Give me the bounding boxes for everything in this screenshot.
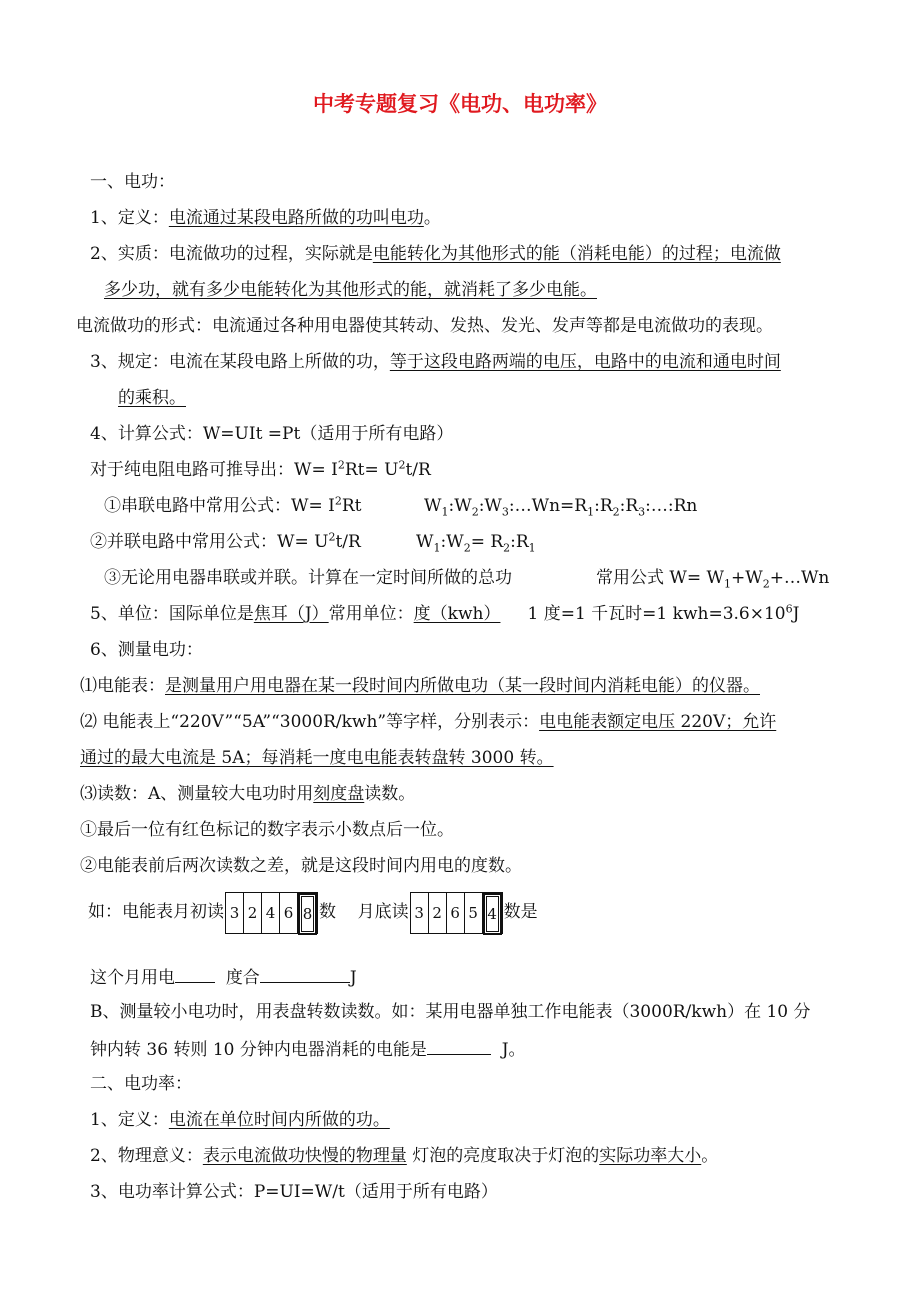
measure-heading: 6、测量电功： [90,640,203,660]
parallel-ratio: $W_1:W_2=$ $R_2:R_1$ [416,532,536,555]
rule-line-2: 的乘积。 [118,388,186,408]
rule-line-1: 3、规定：电流在某段电路上所做的功，等于这段电路两端的电压，电路中的电流和通电时间 [90,352,781,372]
reading-line: ⑶读数：A、测量较大电功时用刻度盘读数。 [80,784,416,804]
usage-blank[interactable] [175,964,215,983]
essence-line-2: 多少功，就有多少电能转化为其他形式的能，就消耗了多少电能。 [104,280,597,300]
series-ratio: $W_1:W_2:W_3:\dots Wn=R_1:R_2:R_3:\dots:Rn$ [424,496,698,519]
def-line: 1、定义：电流通过某段电路所做的功叫电功。 [90,208,441,228]
meter-example-line: 如：电能表月初读 3 2 4 6 8 数 月底读 3 2 6 5 4 数是 [88,890,538,934]
reading-rule-1: ①最后一位有红色标记的数字表示小数点后一位。 [80,820,454,840]
unit-line: 5、单位：国际单位是焦耳（J）常用单位：度（kwh） 1 度=1 千瓦时=1 $kwh=3.6\times 10^6J$ [90,602,800,624]
meter-def-line: ⑴电能表：是测量用户用电器在某一段时间内所做电功（某一段时间内消耗电能）的仪器。 [80,676,760,696]
meter-end-reading: 3 2 6 5 4 [410,892,503,934]
power-def-line: 1、定义：电流在单位时间内所做的功。 [90,1110,390,1130]
formula-line: 4、计算公式：W=UIt =Pt（适用于所有电路） [90,424,454,444]
power-formula-line: 3、电功率计算公式：P=UI=W/t（适用于所有电路） [90,1182,498,1202]
meter-start-reading: 3 2 4 6 8 [225,892,318,934]
meter-label-line-2: 通过的最大电流是 5A；每消耗一度电电能表转盘转 3000 转。 [80,748,554,768]
essence-line-1: 2、实质：电流做功的过程，实际就是电能转化为其他形式的能（消耗电能）的过程；电流做 [90,244,781,264]
reading-rule-2: ②电能表前后两次读数之差，就是这段时间内用电的度数。 [80,856,522,876]
work-form-line: 电流做功的形式：电流通过各种用电器使其转动、发热、发光、发声等都是电流做功的表现。 [76,316,773,336]
series-formula-line: ①串联电路中常用公式：$W= I^2Rt$ [104,494,362,516]
pure-resistor-line: 对于纯电阻电路可推导出：$W= I^2Rt= U^2t/R$ [90,458,431,480]
total-work-line: ③无论用电器串联或并联。计算在一定时间所做的总功 [104,568,512,588]
total-work-formula: 常用公式 $W= W_1+W_2+\dots Wn$ [596,568,830,591]
joule-blank[interactable] [260,964,350,983]
document-title: 中考专题复习《电功、电功率》 [313,92,607,116]
energy-blank[interactable] [427,1036,491,1055]
small-work-line-2: 钟内转 36 转则 10 分钟内电器消耗的电能是 J。 [90,1036,526,1062]
month-usage-line: 这个月用电 度合 J [90,964,357,990]
section-1-heading: 一、电功： [90,172,175,192]
parallel-formula-line: ②并联电路中常用公式：$W= U^2t/R$ [90,530,361,552]
meter-label-line-1: ⑵ 电能表上“220V”“5A”“3000R/kwh”等字样，分别表示：电电能表额定电压 220V；允许 [80,712,777,732]
section-2-heading: 二、电功率： [90,1074,192,1094]
small-work-line-1: B、测量较小电功时，用表盘转数读数。如：某用电器单独工作电能表（3000R/kwh）在 10 分 [90,1002,811,1022]
power-meaning-line: 2、物理意义：表示电流做功快慢的物理量 灯泡的亮度取决于灯泡的实际功率大小。 [90,1146,719,1166]
